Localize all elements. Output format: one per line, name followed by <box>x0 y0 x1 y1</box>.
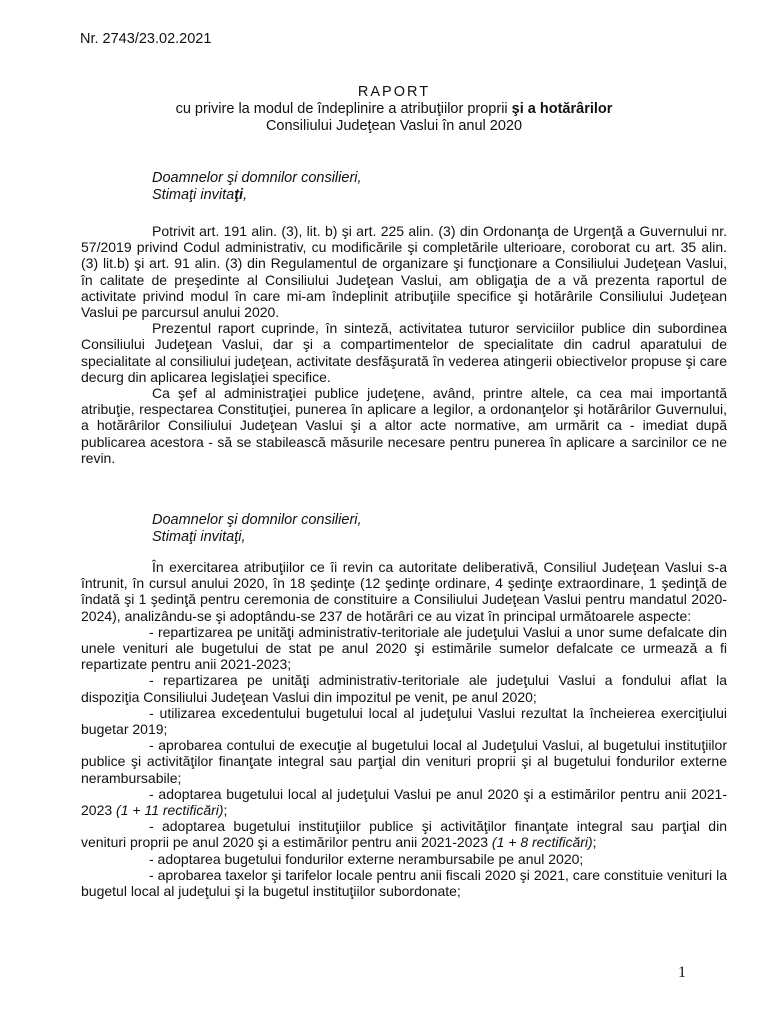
paragraph-legal-basis: Potrivit art. 191 alin. (3), lit. b) şi art. 225 alin. (3) din Ordonanţa de Urgenţă a Guvernului nr. 57/2019 privind Codul administrativ, cu modificările şi completările ulterioare, coroborat cu art. 35 alin.(3) lit.b) şi art. 91 alin. (3) din Regulamentul de organizare şi funcţionare a Consiliului Judeţean Vaslui, în calitate de preşedinte al Consiliului Judeţean Vaslui, am obligaţia de a vă prezenta raportul de activitate privind modul în care mi-am îndeplinit atribuţiile specifice şi hotărârile Consiliului Judeţean Vaslui pe parcursul anului 2020. <box>81 223 727 321</box>
document-number: Nr. 2743/23.02.2021 <box>80 31 212 47</box>
report-subtitle-line-2: Consiliului Judeţean Vaslui în anul 2020 <box>265 118 523 134</box>
greeting-2-line-2: Stimaţi invitaţi, <box>152 529 246 545</box>
list-item: - adoptarea bugetului local al judeţului Vaslui pe anul 2020 şi a estimărilor pentru anii 2021-2023 (1 + 11 rectificări); <box>81 785 727 819</box>
paragraph-report-summary: Prezentul raport cuprinde, în sinteză, activitatea tuturor serviciilor publice din subordinea Consiliului Judeţean Vaslui, dar şi a compartimentelor de specialitate din cadrul aparatului de specialitate al consiliului judeţean, activitate desfăşurată în vederea atingerii obiectivelor propuse şi care decurg din aplicarea legislaţiei specifice. <box>81 320 727 385</box>
report-heading: RAPORT <box>357 84 431 100</box>
greeting-1-line-2: Stimaţi invitaţi, <box>152 187 248 203</box>
subtitle-regular: cu privire la modul de îndeplinire a atribuţiilor proprii <box>175 101 512 117</box>
page-number: 1 <box>678 964 686 981</box>
greeting-1 <box>152 170 362 204</box>
greeting-1-line-1: Doamnelor şi domnilor consilieri, <box>152 170 362 186</box>
greeting-2-line-1: Doamnelor şi domnilor consilieri, <box>152 512 362 528</box>
report-subtitle-line-1 <box>60 101 728 118</box>
list-item: - adoptarea bugetului instituţiilor publice şi activităţilor finanţate integral sau parţial din venituri proprii pe anul 2020 şi a estimărilor pentru anii 2021-2023 (1 + 8 rectificări); <box>81 818 727 851</box>
section-1-body <box>81 223 727 466</box>
paragraph-council-sessions: În exercitarea atribuţiilor ce îi revin ca autoritate deliberativă, Consiliul Judeţean Vaslui s-a întrunit, în cursul anului 2020, în 18 şedinţe (12 şedinţe ordinare, 4 şedinţe extraordinare, 1 şedinţă de îndată şi 1 şedinţă pentru ceremonia de constituire a Consiliului Judeţean Vaslui pentru mandatul 2020-2024), analizându-se şi adoptându-se 237 de hotărâri ce au vizat în principal următoarele aspecte: <box>81 559 727 624</box>
subtitle-bold: şi a hotărârilor <box>511 101 613 117</box>
list-item: - repartizarea pe unităţi administrativ-teritoriale ale judeţului Vaslui a unor sume defalcate din unele venituri ale bugetului de stat pe anul 2020 şi estimările sumelor defalcate ce urmează a fi repartizate pentru anii 2021-2023; <box>81 623 727 673</box>
list-item: - adoptarea bugetului fondurilor externe nerambursabile pe anul 2020; <box>149 850 584 867</box>
paragraph-responsibilities: Ca şef al administraţiei publice judeţene, având, printre altele, ca cea mai importantă atribuţie, respectarea Constituţiei, punerea în aplicare a legilor, a ordonanţelor şi hotărârilor Guvernului, a hotărârilor Consiliului Judeţean Vaslui şi a altor acte normative, am urmărit ca - imediat după publicarea acestora - să se stabilească măsurile necesare pentru punerea în aplicare a sarcinilor ce ne revin. <box>81 385 727 466</box>
list-item: - aprobarea taxelor şi tarifelor locale pentru anii fiscali 2020 şi 2021, care constituie venituri la bugetul local al judeţului şi la bugetul instituţiilor subordonate; <box>81 866 727 900</box>
list-item: - aprobarea contului de execuţie al bugetului local al Judeţului Vaslui, al bugetului instituţiilor publice şi activităţilor finanţate integral sau parţial din venituri proprii şi al bugetului fondurilor externe nerambursabile; <box>81 737 727 786</box>
section-2-body <box>81 559 727 899</box>
greeting-2 <box>152 512 362 546</box>
report-title <box>60 84 728 135</box>
list-item: - utilizarea excedentului bugetului local al judeţului Vaslui rezultat la încheierea exerciţiului bugetar 2019; <box>81 704 727 738</box>
list-item: - repartizarea pe unităţi administrativ-teritoriale ale judeţului Vaslui a fondului aflat la dispoziţia Consiliului Judeţean Vaslui din impozitul pe venit, pe anul 2020; <box>81 672 727 705</box>
